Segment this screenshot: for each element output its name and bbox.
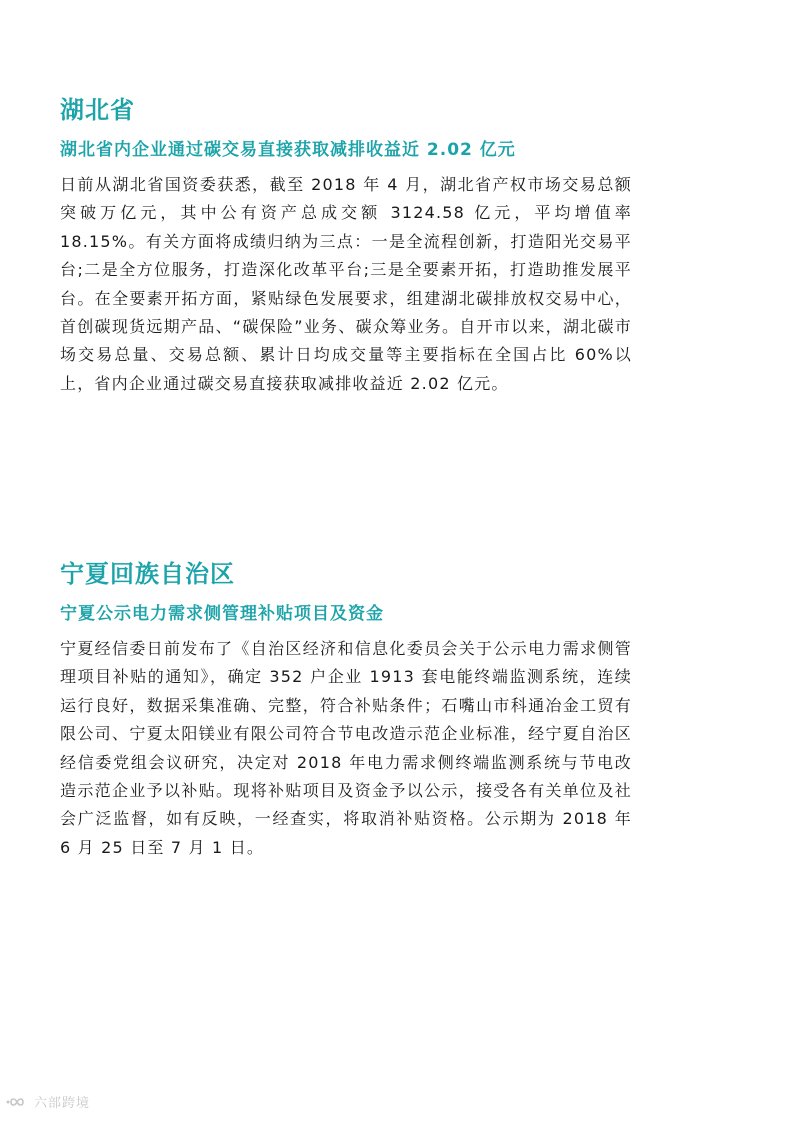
watermark [4, 1092, 90, 1111]
watermark-text: 六部跨境 [34, 1096, 91, 1111]
news-headline: 宁夏公示电力需求侧管理补贴项目及资金 [60, 604, 384, 624]
section-hubei [60, 93, 740, 398]
infinity-logo-icon [4, 1093, 30, 1111]
region-title: 宁夏回族自治区 [60, 560, 235, 588]
news-body: 日前从湖北省国资委获悉，截至 2018 年 4 月，湖北省产权市场交易总额突破万亿元，其中公有资产总成交额 3124.58 亿元，平均增值率 18.15%。有关方面将成绩归纳为三点：一是全流程创新，打造阳光交易平台;二是全方位服务，打造深化改革平台;三是全要素开拓，打造助推发展平台。在全要素开拓方面，紧贴绿色发展要求，组建湖北碳排放权交易中心，首创碳现货远期产品、“碳保险”业务、碳众筹业务。自开市以来，湖北碳市场交易总量、交易总额、累计日均成交量等主要指标在全国占比 60%以上，省内企业通过碳交易直接获取减排收益近 2.02 亿元。 [60, 175, 632, 393]
region-title: 湖北省 [60, 96, 135, 124]
news-body: 宁夏经信委日前发布了《自治区经济和信息化委员会关于公示电力需求侧管理项目补贴的通知》，确定 352 户企业 1913 套电能终端监测系统，连续运行良好，数据采集准确、完整，符合补贴条件；石嘴山市科通冶金工贸有限公司、宁夏太阳镁业有限公司符合节电改造示范企业标准，经宁夏自治区经信委党组会议研究，决定对 2018 年电力需求侧终端监测系统与节电改造示范企业予以补贴。现将补贴项目及资金予以公示，接受各有关单位及社会广泛监督，如有反映，一经查实，将取消补贴资格。公示期为 2018 年 6 月 25 日至 7 月 1 日。 [60, 639, 632, 857]
section-ningxia [60, 557, 740, 862]
news-headline: 湖北省内企业通过碳交易直接获取减排收益近 2.02 亿元 [60, 140, 516, 160]
